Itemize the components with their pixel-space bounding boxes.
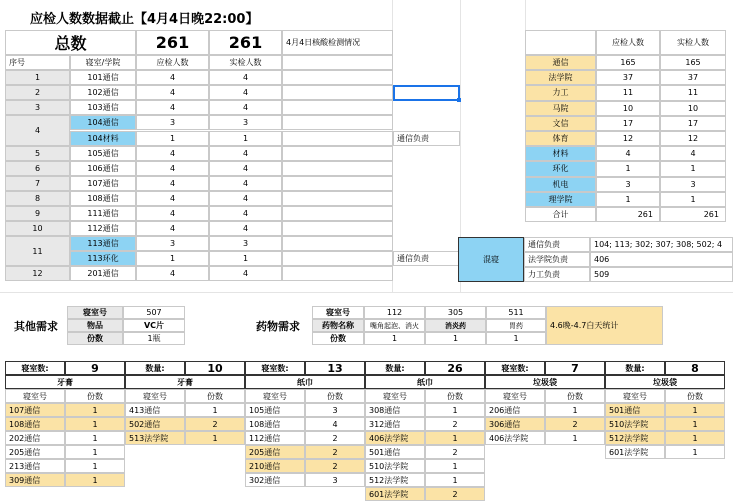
total-row-expected: 261 — [596, 207, 660, 222]
seq-cell: 5 — [5, 146, 70, 161]
seq-cell: 7 — [5, 176, 70, 191]
expected-cell[interactable]: 4 — [136, 146, 209, 161]
supply-qty[interactable]: 1 — [65, 445, 125, 459]
college-actual[interactable]: 12 — [660, 131, 726, 146]
supply-room[interactable]: 213通信 — [5, 459, 65, 473]
supply-qty[interactable]: 1 — [425, 403, 485, 417]
room-cell[interactable]: 201通信 — [70, 266, 136, 281]
supply-qty[interactable]: 1 — [65, 459, 125, 473]
supply-room[interactable]: 108通信 — [5, 417, 65, 431]
mixed-value[interactable]: 509 — [590, 267, 733, 282]
qty-value: 8 — [665, 361, 725, 375]
other-needs-value[interactable]: VC片 — [123, 319, 185, 332]
medicine-room[interactable]: 305 — [425, 306, 486, 319]
supply-qty[interactable]: 1 — [425, 431, 485, 445]
supply-room[interactable]: 501通信 — [365, 445, 425, 459]
actual-cell[interactable]: 1 — [209, 251, 282, 266]
mixed-value[interactable]: 104; 113; 302; 307; 308; 502; 4 — [590, 237, 733, 252]
medicine-row-label: 份数 — [312, 332, 364, 345]
blank-cell[interactable] — [282, 221, 393, 236]
college-expected[interactable]: 3 — [596, 177, 660, 192]
supply-qty[interactable]: 1 — [65, 417, 125, 431]
supply-qty[interactable]: 1 — [545, 403, 605, 417]
supply-qty[interactable]: 2 — [425, 487, 485, 501]
supply-room[interactable]: 108通信 — [245, 417, 305, 431]
actual-cell[interactable]: 4 — [209, 70, 282, 85]
grid-line — [525, 0, 526, 30]
college-expected[interactable]: 1 — [596, 161, 660, 176]
seq-cell: 1 — [5, 70, 70, 85]
table-header-3: 实检人数 — [209, 55, 282, 70]
college-header-blank — [525, 30, 596, 55]
total-label: 总数 — [5, 30, 136, 55]
supply-qty[interactable]: 1 — [545, 431, 605, 445]
expected-cell[interactable]: 3 — [136, 236, 209, 251]
expected-cell[interactable]: 1 — [136, 131, 209, 146]
col-header-room: 寝室号 — [485, 389, 545, 403]
medicine-label: 药物需求 — [256, 320, 300, 333]
supply-qty[interactable]: 1 — [665, 445, 725, 459]
supply-qty[interactable]: 1 — [665, 403, 725, 417]
college-actual[interactable]: 3 — [660, 177, 726, 192]
supply-qty[interactable]: 3 — [305, 473, 365, 487]
col-header-qty: 份数 — [665, 389, 725, 403]
blank-cell[interactable] — [282, 176, 393, 191]
seq-cell: 12 — [5, 266, 70, 281]
other-needs-value[interactable]: 507 — [123, 306, 185, 319]
room-cell[interactable]: 111通信 — [70, 206, 136, 221]
room-cell[interactable]: 101通信 — [70, 70, 136, 85]
college-name[interactable]: 环化 — [525, 161, 596, 176]
expected-cell[interactable]: 4 — [136, 191, 209, 206]
expected-cell[interactable]: 4 — [136, 176, 209, 191]
col-header-qty: 份数 — [185, 389, 245, 403]
page-title: 应检人数数据截止【4月4日晚22:00】 — [30, 12, 259, 27]
blank-cell[interactable] — [282, 115, 393, 130]
blank-cell[interactable] — [282, 266, 393, 281]
col-header-room: 寝室号 — [5, 389, 65, 403]
total-expected: 261 — [136, 30, 209, 55]
college-expected[interactable]: 1 — [596, 192, 660, 207]
side-note[interactable]: 通信负责 — [393, 131, 460, 146]
supply-room[interactable]: 309通信 — [5, 473, 65, 487]
medicine-room[interactable]: 112 — [364, 306, 425, 319]
actual-cell[interactable]: 4 — [209, 176, 282, 191]
supply-room[interactable]: 512法学院 — [365, 473, 425, 487]
qty-label: 数量: — [125, 361, 185, 375]
col-header-room: 寝室号 — [245, 389, 305, 403]
room-count-value: 7 — [545, 361, 605, 375]
supply-qty[interactable]: 1 — [65, 473, 125, 487]
supply-room[interactable]: 601法学院 — [365, 487, 425, 501]
stats-range-note: 4.6晚-4.7白天统计 — [546, 306, 663, 345]
supply-room[interactable]: 501通信 — [605, 403, 665, 417]
college-name[interactable]: 通信 — [525, 55, 596, 70]
college-actual[interactable]: 4 — [660, 146, 726, 161]
expected-cell[interactable]: 4 — [136, 266, 209, 281]
item-name-right: 垃圾袋 — [605, 375, 725, 389]
college-actual[interactable]: 165 — [660, 55, 726, 70]
other-needs-row-label: 物品 — [67, 319, 123, 332]
supply-room[interactable]: 312通信 — [365, 417, 425, 431]
actual-cell[interactable]: 4 — [209, 100, 282, 115]
supply-room[interactable]: 205通信 — [245, 445, 305, 459]
supply-qty[interactable]: 1 — [65, 403, 125, 417]
room-cell[interactable]: 112通信 — [70, 221, 136, 236]
medicine-name[interactable]: 消炎药 — [425, 319, 486, 332]
college-actual[interactable]: 37 — [660, 70, 726, 85]
room-cell[interactable]: 103通信 — [70, 100, 136, 115]
actual-cell[interactable]: 4 — [209, 161, 282, 176]
supply-qty[interactable]: 2 — [305, 459, 365, 473]
supply-qty[interactable]: 1 — [425, 473, 485, 487]
supply-room[interactable]: 512法学院 — [605, 431, 665, 445]
actual-cell[interactable]: 4 — [209, 146, 282, 161]
other-needs-value[interactable]: 1瓶 — [123, 332, 185, 345]
supply-room[interactable]: 406法学院 — [365, 431, 425, 445]
medicine-row-label: 药物名称 — [312, 319, 364, 332]
college-expected[interactable]: 165 — [596, 55, 660, 70]
selected-cell[interactable] — [393, 85, 460, 101]
grid-line — [0, 292, 733, 293]
college-expected[interactable]: 17 — [596, 116, 660, 131]
expected-cell[interactable]: 4 — [136, 70, 209, 85]
col-header-room: 寝室号 — [605, 389, 665, 403]
room-cell[interactable]: 113环化 — [70, 251, 136, 266]
qty-value: 26 — [425, 361, 485, 375]
seq-cell: 6 — [5, 161, 70, 176]
supply-room[interactable]: 502通信 — [125, 417, 185, 431]
room-cell[interactable]: 108通信 — [70, 191, 136, 206]
room-cell[interactable]: 106通信 — [70, 161, 136, 176]
supply-qty[interactable]: 1 — [65, 431, 125, 445]
expected-cell[interactable]: 4 — [136, 85, 209, 100]
college-expected[interactable]: 37 — [596, 70, 660, 85]
college-actual[interactable]: 11 — [660, 85, 726, 100]
supply-room[interactable]: 510法学院 — [365, 459, 425, 473]
supply-room[interactable]: 510法学院 — [605, 417, 665, 431]
supply-room[interactable]: 406法学院 — [485, 431, 545, 445]
blank-cell[interactable] — [282, 100, 393, 115]
total-actual: 261 — [209, 30, 282, 55]
medicine-room[interactable]: 511 — [486, 306, 546, 319]
supply-qty[interactable]: 4 — [305, 417, 365, 431]
actual-cell[interactable]: 4 — [209, 85, 282, 100]
seq-cell: 3 — [5, 100, 70, 115]
col-header-qty: 份数 — [305, 389, 365, 403]
item-name-left: 纸巾 — [245, 375, 365, 389]
blank-cell[interactable] — [282, 251, 393, 266]
college-header-exp: 应检人数 — [596, 30, 660, 55]
expected-cell[interactable]: 4 — [136, 100, 209, 115]
supply-qty[interactable]: 2 — [425, 445, 485, 459]
supply-qty[interactable]: 1 — [185, 431, 245, 445]
seq-cell: 8 — [5, 191, 70, 206]
seq-cell: 9 — [5, 206, 70, 221]
supply-qty[interactable]: 3 — [305, 403, 365, 417]
actual-cell[interactable]: 4 — [209, 266, 282, 281]
col-header-qty: 份数 — [545, 389, 605, 403]
side-note[interactable]: 通信负责 — [393, 251, 460, 266]
blank-cell[interactable] — [282, 85, 393, 100]
college-actual[interactable]: 17 — [660, 116, 726, 131]
supply-room[interactable]: 302通信 — [245, 473, 305, 487]
supply-qty[interactable]: 2 — [305, 445, 365, 459]
room-cell[interactable]: 104材料 — [70, 131, 136, 146]
supply-room[interactable]: 308通信 — [365, 403, 425, 417]
actual-cell[interactable]: 4 — [209, 206, 282, 221]
seq-cell: 10 — [5, 221, 70, 236]
qty-label: 数量: — [605, 361, 665, 375]
supply-room[interactable]: 202通信 — [5, 431, 65, 445]
supply-room[interactable]: 413通信 — [125, 403, 185, 417]
other-needs-row-label: 寝室号 — [67, 306, 123, 319]
expected-cell[interactable]: 3 — [136, 115, 209, 130]
college-actual[interactable]: 10 — [660, 101, 726, 116]
qty-label: 数量: — [365, 361, 425, 375]
qty-value: 10 — [185, 361, 245, 375]
supply-room[interactable]: 513法学院 — [125, 431, 185, 445]
item-name-left: 牙膏 — [5, 375, 125, 389]
room-count-label: 寝室数: — [5, 361, 65, 375]
other-needs-label: 其他需求 — [14, 320, 58, 333]
item-name-right: 纸巾 — [365, 375, 485, 389]
supply-qty[interactable]: 2 — [545, 417, 605, 431]
table-header-empty — [282, 55, 393, 70]
mixed-key[interactable]: 通信负责 — [524, 237, 590, 252]
medicine-name[interactable]: 嘴角起泡、消火 — [364, 319, 425, 332]
item-name-left: 垃圾袋 — [485, 375, 605, 389]
college-actual[interactable]: 1 — [660, 192, 726, 207]
blank-cell[interactable] — [282, 206, 393, 221]
college-name[interactable]: 马院 — [525, 101, 596, 116]
room-cell[interactable]: 113通信 — [70, 236, 136, 251]
mixed-key[interactable]: 法学院负责 — [524, 252, 590, 267]
room-count-label: 寝室数: — [245, 361, 305, 375]
supply-room[interactable]: 112通信 — [245, 431, 305, 445]
college-actual[interactable]: 1 — [660, 161, 726, 176]
total-row-label: 合计 — [525, 207, 596, 222]
room-count-value: 13 — [305, 361, 365, 375]
medicine-count[interactable]: 1 — [425, 332, 486, 345]
blank-cell[interactable] — [282, 236, 393, 251]
medicine-name[interactable]: 胃药 — [486, 319, 546, 332]
table-header-1: 寝室/学院 — [70, 55, 136, 70]
college-expected[interactable]: 11 — [596, 85, 660, 100]
college-name[interactable]: 法学院 — [525, 70, 596, 85]
report-note: 4月4日核酸检测情况 — [282, 30, 393, 55]
college-name[interactable]: 机电 — [525, 177, 596, 192]
actual-cell[interactable]: 4 — [209, 221, 282, 236]
college-expected[interactable]: 12 — [596, 131, 660, 146]
mixed-value[interactable]: 406 — [590, 252, 733, 267]
table-header-0: 序号 — [5, 55, 70, 70]
room-cell[interactable]: 107通信 — [70, 176, 136, 191]
room-cell[interactable]: 102通信 — [70, 85, 136, 100]
college-expected[interactable]: 4 — [596, 146, 660, 161]
supply-qty[interactable]: 1 — [425, 459, 485, 473]
supply-room[interactable]: 206通信 — [485, 403, 545, 417]
seq-cell: 11 — [5, 236, 70, 266]
item-name-right: 牙膏 — [125, 375, 245, 389]
actual-cell[interactable]: 3 — [209, 115, 282, 130]
room-count-value: 9 — [65, 361, 125, 375]
blank-cell[interactable] — [282, 70, 393, 85]
supply-room[interactable]: 107通信 — [5, 403, 65, 417]
room-cell[interactable]: 104通信 — [70, 115, 136, 130]
college-name[interactable]: 力工 — [525, 85, 596, 100]
seq-cell: 4 — [5, 115, 70, 145]
college-name[interactable]: 体育 — [525, 131, 596, 146]
supply-qty[interactable]: 2 — [425, 417, 485, 431]
expected-cell[interactable]: 4 — [136, 206, 209, 221]
col-header-qty: 份数 — [65, 389, 125, 403]
blank-cell[interactable] — [282, 191, 393, 206]
supply-qty[interactable]: 1 — [665, 431, 725, 445]
col-header-room: 寝室号 — [365, 389, 425, 403]
college-name[interactable]: 材料 — [525, 146, 596, 161]
medicine-count[interactable]: 1 — [486, 332, 546, 345]
seq-cell: 2 — [5, 85, 70, 100]
supply-qty[interactable]: 2 — [305, 431, 365, 445]
expected-cell[interactable]: 1 — [136, 251, 209, 266]
supply-room[interactable]: 601法学院 — [605, 445, 665, 459]
mixed-label: 混寝 — [458, 237, 524, 282]
room-count-label: 寝室数: — [485, 361, 545, 375]
supply-room[interactable]: 306通信 — [485, 417, 545, 431]
actual-cell[interactable]: 4 — [209, 191, 282, 206]
fill-handle[interactable] — [457, 98, 461, 102]
col-header-room: 寝室号 — [125, 389, 185, 403]
table-header-2: 应检人数 — [136, 55, 209, 70]
expected-cell[interactable]: 4 — [136, 161, 209, 176]
college-header-act: 实检人数 — [660, 30, 726, 55]
supply-qty[interactable]: 1 — [185, 403, 245, 417]
actual-cell[interactable]: 3 — [209, 236, 282, 251]
college-name[interactable]: 理学院 — [525, 192, 596, 207]
supply-qty[interactable]: 2 — [185, 417, 245, 431]
supply-room[interactable]: 210通信 — [245, 459, 305, 473]
supply-qty[interactable]: 1 — [665, 417, 725, 431]
blank-cell[interactable] — [282, 146, 393, 161]
supply-room[interactable]: 205通信 — [5, 445, 65, 459]
medicine-count[interactable]: 1 — [364, 332, 425, 345]
actual-cell[interactable]: 1 — [209, 131, 282, 146]
expected-cell[interactable]: 4 — [136, 221, 209, 236]
blank-cell[interactable] — [282, 161, 393, 176]
college-name[interactable]: 文信 — [525, 116, 596, 131]
room-cell[interactable]: 105通信 — [70, 146, 136, 161]
medicine-row-label: 寝室号 — [312, 306, 364, 319]
mixed-key[interactable]: 力工负责 — [524, 267, 590, 282]
total-row-actual: 261 — [660, 207, 726, 222]
col-header-qty: 份数 — [425, 389, 485, 403]
other-needs-row-label: 份数 — [67, 332, 123, 345]
college-expected[interactable]: 10 — [596, 101, 660, 116]
supply-room[interactable]: 105通信 — [245, 403, 305, 417]
blank-cell[interactable] — [282, 131, 393, 146]
